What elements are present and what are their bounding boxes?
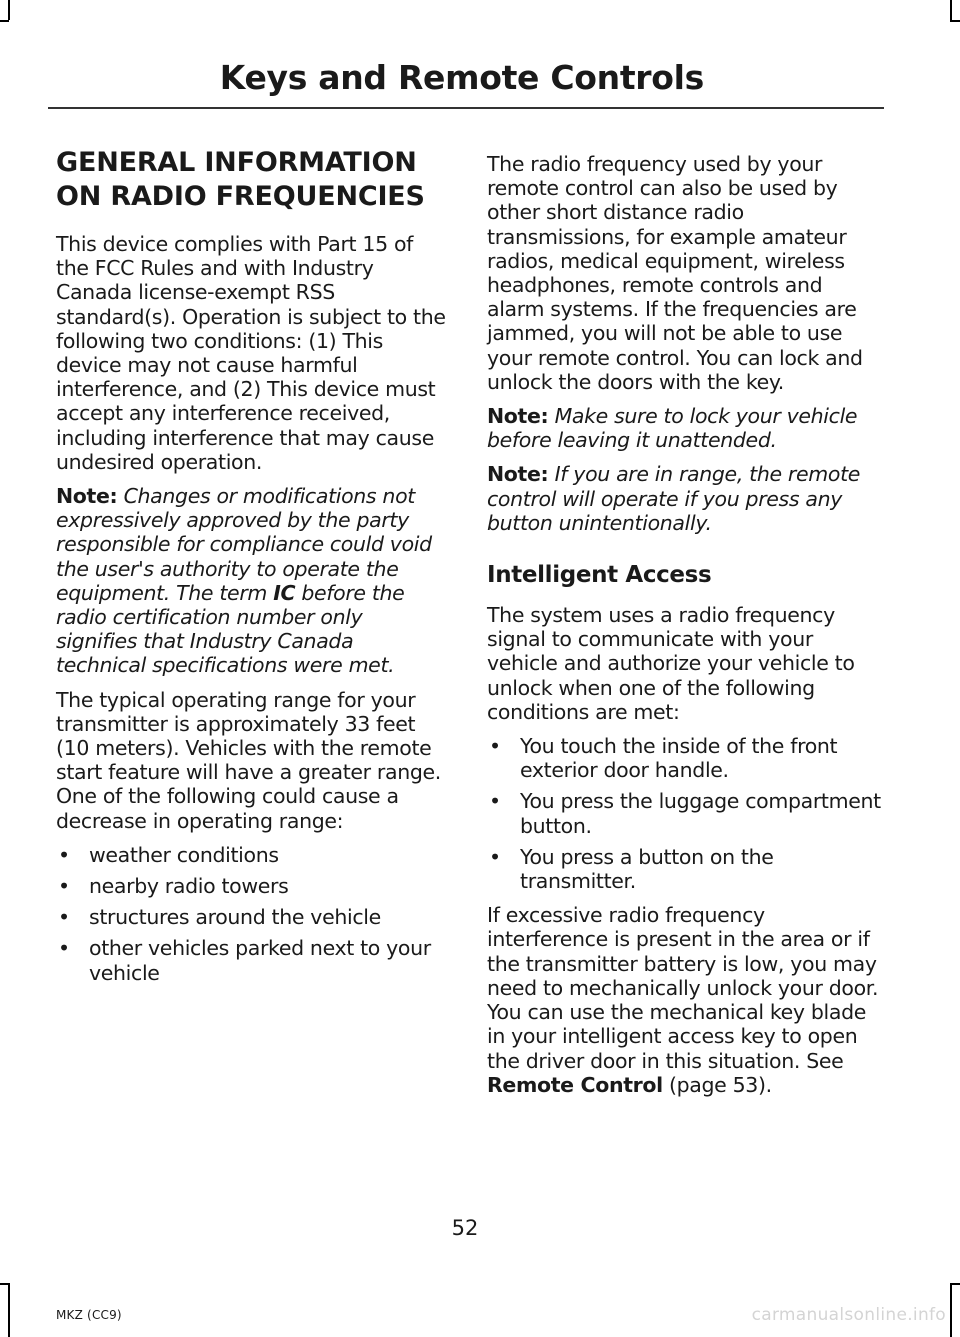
subheading: Intelligent Access [487, 562, 712, 589]
list-item [487, 845, 883, 893]
crop-mark [950, 20, 960, 22]
note-text: Make sure to lock your vehicle before leaving it unattended. [487, 404, 858, 453]
bullet-icon: • [58, 905, 70, 930]
note-label: Note: [487, 404, 549, 429]
bullet-list [487, 734, 883, 893]
heading-line: ON RADIO FREQUENCIES [56, 181, 425, 212]
note-text: If you are in range, the remote control will operate if you press any button unintentionally. [487, 462, 861, 535]
note-text: before the radio certification number only signifies that Industry Canada technical specifications were met. [56, 580, 405, 678]
cross-reference-link[interactable]: Remote Control [487, 1072, 663, 1097]
bullet-icon: • [58, 936, 70, 961]
list-item [56, 936, 448, 984]
list-item-text: You touch the inside of the front exterior door handle. [520, 734, 838, 783]
list-item-text: other vehicles parked next to your vehicle [89, 936, 431, 985]
crop-mark [8, 1283, 10, 1337]
watermark: carmanualsonline.info [751, 1305, 946, 1325]
bullet-icon: • [489, 844, 501, 869]
header-divider [48, 107, 884, 109]
note-ic-term: IC [273, 580, 296, 605]
bullet-icon: • [58, 842, 70, 867]
note [56, 484, 448, 678]
paragraph: The radio frequency used by your remote control can also be used by other short distance radio transmissions, for example amateur radios, medical equipment, wireless headphones, remote controls and alarm systems. If the frequencies are jammed, you will not be able to use your remote control. You can lock and unlock the doors with the key. [487, 152, 863, 394]
heading-line: GENERAL INFORMATION [56, 147, 417, 178]
crop-mark [950, 1283, 960, 1285]
left-column [56, 146, 448, 995]
bullet-list [56, 843, 448, 985]
crop-mark [0, 20, 9, 22]
paragraph [487, 903, 883, 1097]
paragraph: The typical operating range for your transmitter is approximately 33 feet (10 meters). Vehicles with the remote start feature will have a greater range. One of the following could cause a decrease in operating range: [56, 687, 441, 833]
right-column [487, 152, 883, 1107]
crop-mark [950, 1283, 952, 1337]
section-heading [56, 146, 448, 214]
bullet-icon: • [489, 789, 501, 814]
list-item [56, 843, 448, 867]
list-item-text: You press a button on the transmitter. [520, 844, 774, 894]
page-number: 52 [451, 1216, 479, 1240]
crop-mark [0, 1283, 9, 1285]
note-label: Note: [487, 462, 549, 487]
list-item-text: weather conditions [89, 842, 279, 867]
bullet-icon: • [58, 874, 70, 899]
section-title: Keys and Remote Controls [219, 58, 704, 97]
paragraph-text: If excessive radio frequency interference is present in the area or if the transmitter battery is low, you may need to mechanically unlock your door. You can use the mechanical key blade in your intelligent access key to open the driver door in this situation. [487, 903, 879, 1073]
note [487, 462, 883, 535]
paragraph: The system uses a radio frequency signal to communicate with your vehicle and authorize your vehicle to unlock when one of the following conditions are met: [487, 603, 855, 724]
list-item [56, 905, 448, 929]
footer-model: MKZ (CC9) [56, 1308, 122, 1322]
list-item [56, 874, 448, 898]
list-item [487, 734, 883, 782]
note-text: Changes or modifications not expressively approved by the party responsible for compliance could void the user's authority to operate the equipment. The term [56, 484, 432, 605]
crop-mark [8, 0, 10, 20]
paragraph: This device complies with Part 15 of the FCC Rules and with Industry Canada license-exempt RSS standard(s). Operation is subject to the following two conditions: (1) This device may not cause harmful interference, and (2) This device must accept any interference received, including interference that may cause undesired operation. [56, 232, 446, 474]
see-label: See [806, 1048, 844, 1073]
list-item-text: structures around the vehicle [89, 905, 381, 930]
list-item-text: You press the luggage compartment button. [520, 789, 881, 838]
list-item-text: nearby radio towers [89, 874, 289, 899]
note-label: Note: [56, 484, 118, 509]
bullet-icon: • [489, 734, 501, 759]
note [487, 404, 883, 452]
cross-reference-page: (page 53). [669, 1072, 772, 1097]
crop-mark [950, 0, 952, 20]
list-item [487, 789, 883, 837]
